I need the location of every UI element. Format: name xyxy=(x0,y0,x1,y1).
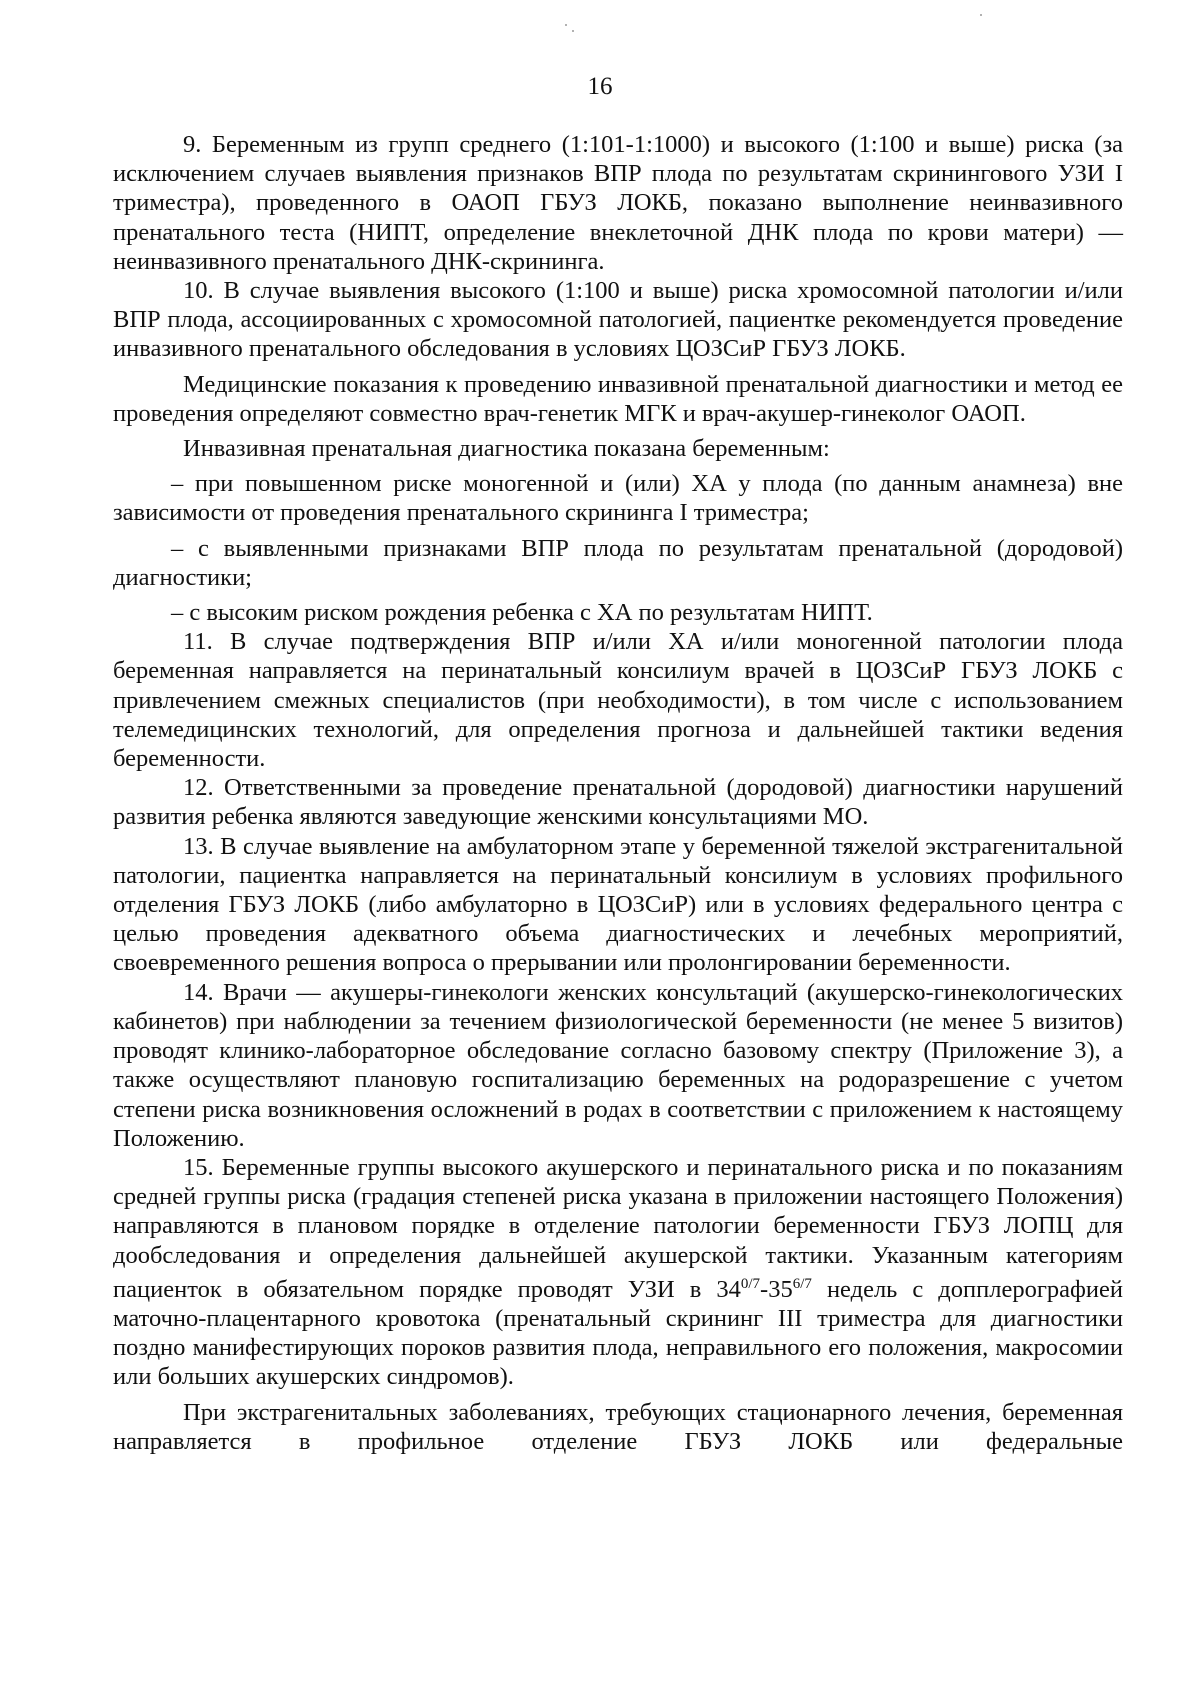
page-number: 16 xyxy=(587,73,613,100)
paragraph-extragenital: При экстрагенитальных заболеваниях, требующих стационарного лечения, беременная направляется в профильное отделение ГБУЗ ЛОКБ или федеральные xyxy=(113,1398,1123,1455)
week-start: 34 xyxy=(716,1275,741,1303)
paragraph-13: 13. В случае выявление на амбулаторном этапе у беременной тяжелой экстрагенитальной патологии, пациентка направляется на перинатальный консилиум в условиях профильного отделения ГБУЗ ЛОКБ (либо амбулаторно в ЦОЗСиР) или в условиях федерального центра с целью проведения адекватного объема диагностических и лечебных мероприятий, своевременного решения вопроса о прерывании или пролонгировании беременности. xyxy=(113,832,1123,977)
scan-speck xyxy=(572,30,574,32)
paragraph-15-part-1: 15. Беременные группы высокого акушерского и перинатального риска и по показаниям средней группы риска (градация степеней риска указана в приложении настоящего Положения) направляются в плановом порядке в отделение патологии беременности ГБУЗ ЛОПЦ для дообследования и определения дальнейшей акушерской тактики. Указанным категориям пациенток в обязательном порядке проводят УЗИ в xyxy=(113,1153,1123,1303)
paragraph-12: 12. Ответственными за проведение пренатальной (дородовой) диагностики нарушений развития ребенка являются заведующие женскими консультациями МО. xyxy=(113,774,1123,831)
scan-speck xyxy=(980,14,982,16)
paragraph-14: 14. Врачи — акушеры-гинекологи женских консультаций (акушерско-гинекологических кабинетов) при наблюдении за течением физиологической беременности (не менее 5 визитов) проводят клинико-лабораторное обследование согласно базовому спектру (Приложение 3), а также осуществляют плановую госпитализацию беременных на родоразрешение с учетом степени риска возникновения осложнений в родах в соответствии с приложением к настоящему Положению. xyxy=(113,978,1123,1152)
paragraph-9: 9. Беременным из групп среднего (1:101-1:1000) и высокого (1:100 и выше) риска (за исключением случаев выявления признаков ВПР плода по результатам скринингового УЗИ I триместра), проведенного в ОАОП ГБУЗ ЛОКБ, показано выполнение неинвазивного пренатального теста (НИПТ, определение внеклеточной ДНК плода по крови матери) — неинвазивного пренатального ДНК-скрининга. xyxy=(113,131,1123,275)
week-start-days: 0/7 xyxy=(740,1275,761,1292)
paragraph-invasive-diagnostics: Инвазивная пренатальная диагностика показана беременным: xyxy=(183,435,830,463)
week-end-days: 6/7 xyxy=(792,1275,812,1292)
paragraph-11: 11. В случае подтверждения ВПР и/или ХА и/или моногенной патологии плода беременная направляется на перинатальный консилиум врачей в ЦОЗСиР ГБУЗ ЛОКБ с привлечением смежных специалистов (при необходимости), в том числе с использованием телемедицинских технологий, для определения прогноза и дальнейшей тактики ведения беременности. xyxy=(113,628,1123,773)
paragraph-indications: Медицинские показания к проведению инвазивной пренатальной диагностики и метод ее проведения определяют совместно врач-генетик МГК и врач-акушер-гинеколог ОАОП. xyxy=(113,370,1123,427)
paragraph-15-part-2: недель с допплерографией маточно-плацентарного кровотока (пренатальный скрининг III триместра для диагностики поздно манифестирующих пороков развития плода, неправильного его положения, макросомии или больших акушерских синдромов). xyxy=(113,1275,1123,1391)
list-item-dash-3: – с высоким риском рождения ребенка с ХА по результатам НИПТ. xyxy=(171,599,873,627)
paragraph-15 xyxy=(113,1153,1123,1392)
document-body xyxy=(113,130,1123,1456)
list-item-dash-2: – с выявленными признаками ВПР плода по результатам пренатальной (дородовой) диагностики; xyxy=(113,534,1123,591)
list-item-dash-1: – при повышенном риске моногенной и (или) ХА у плода (по данным анамнеза) вне зависимости от проведения пренатального скрининга I триместра; xyxy=(113,470,1123,527)
week-end: -35 xyxy=(760,1275,793,1303)
paragraph-10: 10. В случае выявления высокого (1:100 и выше) риска хромосомной патологии и/или ВПР плода, ассоциированных с хромосомной патологией, пациентке рекомендуется проведение инвазивного пренатального обследования в условиях ЦОЗСиР ГБУЗ ЛОКБ. xyxy=(113,277,1123,363)
scan-speck xyxy=(565,24,567,26)
